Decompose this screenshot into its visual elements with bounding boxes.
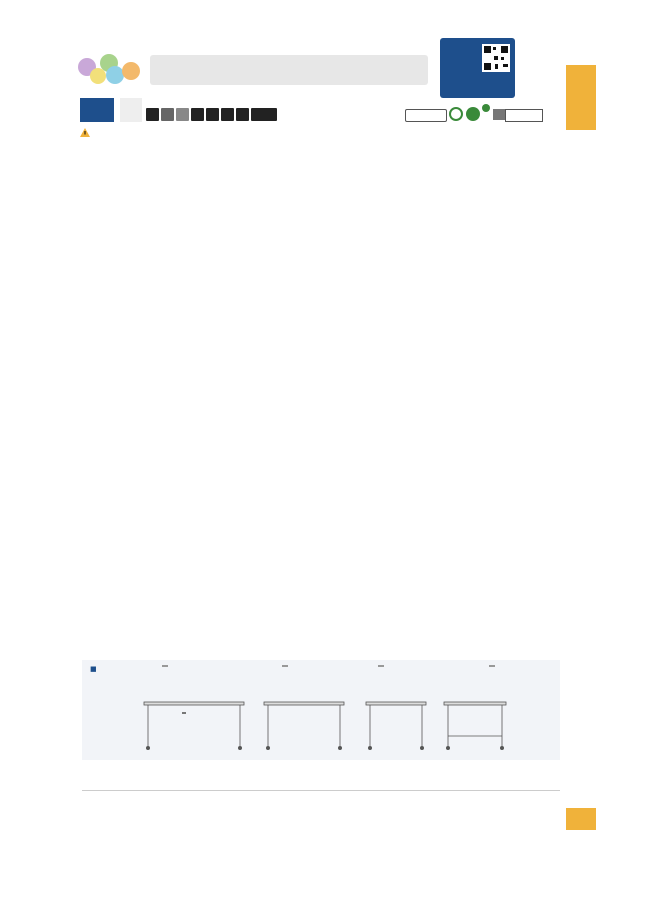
feature-icons <box>146 108 326 122</box>
sidebar-tab-storage[interactable] <box>566 195 596 250</box>
certification-icon <box>120 98 142 122</box>
page-number <box>566 808 596 830</box>
dimension-panel <box>82 660 560 760</box>
lab-series-logo <box>78 52 148 84</box>
dimension-title: ■ <box>90 665 97 673</box>
dim-frame-size <box>182 712 186 714</box>
sidebar-tab-parts[interactable] <box>566 132 596 192</box>
feature-icon <box>191 108 204 121</box>
feature-icon <box>206 108 219 121</box>
feature-icon <box>236 108 249 121</box>
sidebar-tab-worktable[interactable] <box>566 65 596 130</box>
qr-code-icon <box>482 44 510 72</box>
dimension-drawings <box>82 660 560 760</box>
warning-icon <box>80 122 90 131</box>
assembly-badge <box>405 109 447 122</box>
load-badge <box>80 98 114 122</box>
screwdriver-icon <box>449 107 463 121</box>
person-icon <box>493 109 505 120</box>
people-time-badge <box>505 109 543 122</box>
feature-icon <box>176 108 189 121</box>
footer-divider <box>82 790 560 791</box>
sidebar-tab-office[interactable] <box>566 255 596 315</box>
feature-icon <box>161 108 174 121</box>
feature-icon <box>146 108 159 121</box>
movie-badge[interactable] <box>440 38 515 98</box>
page-title <box>150 55 428 85</box>
load-icon <box>251 108 277 121</box>
lab-letter-b <box>122 62 140 80</box>
tool-count-icon <box>482 104 490 112</box>
sidebar-tab-rack[interactable] <box>566 330 596 360</box>
wrench-icon <box>466 107 480 121</box>
feature-icon <box>221 108 234 121</box>
